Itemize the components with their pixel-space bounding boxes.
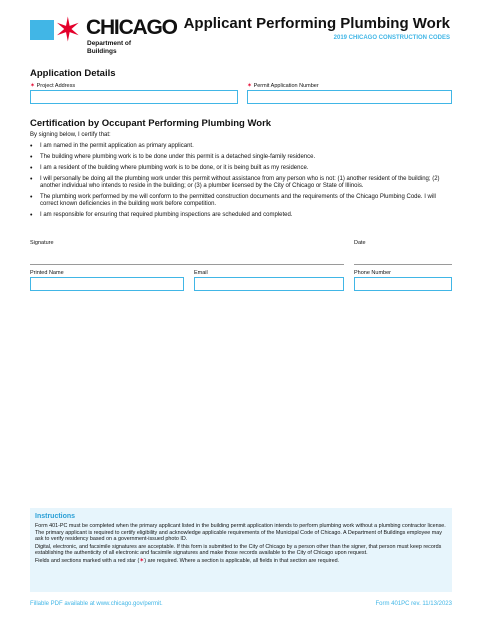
printed-name-field[interactable]	[30, 277, 184, 291]
instructions-panel	[30, 508, 452, 592]
required-star-icon: ✶	[247, 82, 253, 89]
chicago-star-icon: ✶	[54, 10, 82, 49]
permit-number-label: ✶ Permit Application Number	[247, 82, 319, 89]
footer-form-revision: Form 401PC rev. 11/13/2023	[375, 601, 452, 607]
certification-heading: Certification by Occupant Performing Plumbing Work	[30, 118, 272, 129]
list-item: • I am responsible for ensuring that required plumbing inspections are scheduled and completed.	[30, 212, 450, 219]
required-star-icon: ✶	[139, 556, 145, 564]
application-details-heading: Application Details	[30, 68, 116, 79]
list-item: • I am named in the permit application as primary applicant.	[30, 143, 450, 150]
page-title: Applicant Performing Plumbing Work	[183, 15, 450, 32]
project-address-field[interactable]	[30, 90, 238, 104]
list-item: • The building where plumbing work is to be done under this permit is a detached single-family residence.	[30, 154, 450, 161]
instructions-paragraph: Form 401-PC must be completed when the primary applicant listed in the building permit application intends to perform plumbing work without a plumbing contractor license. The primary applicant is required to certify eligibility and acknowledge applicable requirements of the Municipal Code of Chicago. A Department of Buildings employee may ask to verify residency based on a government-issued photo ID.	[35, 523, 446, 543]
logo-blue-box	[30, 20, 54, 40]
instructions-paragraph: Digital, electronic, and facsimile signatures are acceptable. If this form is submitted to the City of Chicago by a person other than the signer, that person must keep records establishing the authenticity of all electronic and facsimile signatures and make those records available to the City of Chicago upon request.	[35, 543, 442, 557]
date-line[interactable]	[354, 264, 452, 265]
date-label: Date	[354, 240, 366, 246]
instructions-title: Instructions	[35, 513, 76, 520]
required-star-icon: ✶	[30, 82, 36, 89]
page-subtitle: 2019 CHICAGO CONSTRUCTION CODES	[333, 35, 450, 41]
list-item: • The plumbing work performed by me will conform to the permitted construction documents and the requirements of the Chicago Plumbing Code. I will correct known deficiencies in the building work before competition.	[30, 194, 450, 208]
permit-number-field[interactable]	[247, 90, 452, 104]
list-item: • I will personally be doing all the plumbing work under this permit without assistance from any person who is not: (1) another resident of the building; (2) another individual who intends to reside in the building; or (3) a plumber licensed by the City of Chicago or State of Illinois.	[30, 176, 450, 190]
footer-pdf-link[interactable]: Fillable PDF available at www.chicago.gov/permit.	[30, 601, 163, 607]
chicago-logo	[30, 10, 177, 55]
printed-name-label: Printed Name	[30, 270, 64, 276]
certification-intro: By signing below, I certify that:	[30, 132, 111, 138]
certification-list	[30, 143, 450, 223]
email-field[interactable]	[194, 277, 344, 291]
list-item: • I am a resident of the building where plumbing work is to be done, or it is being built as my residence.	[30, 165, 450, 172]
email-label: Email	[194, 270, 208, 276]
phone-label: Phone Number	[354, 270, 391, 276]
project-address-label: ✶ Project Address	[30, 82, 76, 89]
logo-name: CHICAGO	[86, 16, 177, 39]
signature-label: Signature	[30, 240, 54, 246]
logo-department: Department of Buildings	[87, 40, 132, 55]
required-note: Fields and sections marked with a red star (✶) are required. Where a section is applicable, all fields in that section are required.	[35, 556, 340, 564]
signature-line[interactable]	[30, 264, 344, 265]
phone-field[interactable]	[354, 277, 452, 291]
